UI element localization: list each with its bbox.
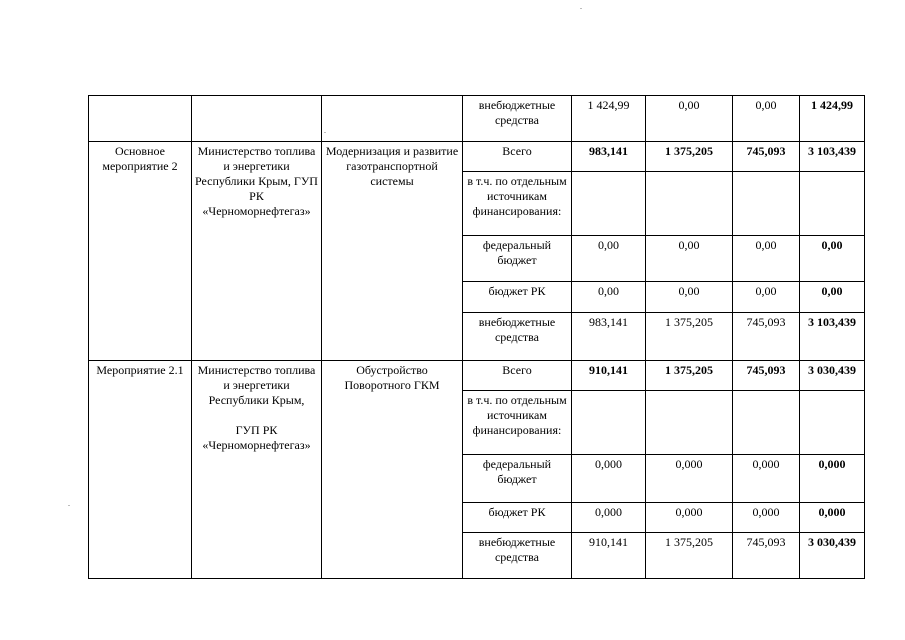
executor-line: ГУП РК «Черноморнефтегаз»: [202, 423, 311, 452]
value-cell: 1 375,205: [646, 533, 733, 579]
funding-source-cell: бюджет РК: [463, 282, 572, 313]
value-cell: [733, 391, 800, 455]
value-cell: 0,00: [572, 236, 646, 282]
value-cell: 0,000: [646, 455, 733, 503]
funding-source-cell: бюджет РК: [463, 503, 572, 533]
total-cell: 3 103,439: [800, 313, 865, 361]
value-cell: 0,000: [733, 455, 800, 503]
table-row: [89, 142, 865, 172]
value-cell: 0,000: [572, 503, 646, 533]
financing-table-page: [88, 95, 865, 579]
value-cell: [572, 391, 646, 455]
value-cell: 983,141: [572, 142, 646, 172]
funding-source-cell: федеральный бюджет: [463, 455, 572, 503]
value-cell: 745,093: [733, 313, 800, 361]
value-cell: 1 424,99: [572, 96, 646, 142]
value-cell: 0,00: [646, 96, 733, 142]
value-cell: 1 375,205: [646, 313, 733, 361]
event-name-cell: Модернизация и развитие газотранспортной системы: [322, 142, 463, 361]
event-name-cell: Обустройство Поворотного ГКМ: [322, 361, 463, 579]
event-cell: Основное мероприятие 2: [89, 142, 192, 361]
executor-cell: [192, 361, 322, 579]
funding-source-cell: Всего: [463, 142, 572, 172]
financing-table: [88, 95, 865, 579]
funding-source-cell: Всего: [463, 361, 572, 391]
line-gap: [195, 408, 318, 423]
total-cell: 0,000: [800, 503, 865, 533]
empty-cell: [192, 96, 322, 142]
funding-source-cell: внебюджетные средства: [463, 96, 572, 142]
value-cell: 1 375,205: [646, 142, 733, 172]
value-cell: 910,141: [572, 533, 646, 579]
value-cell: 0,000: [733, 503, 800, 533]
funding-source-cell: федеральный бюджет: [463, 236, 572, 282]
total-cell: 1 424,99: [800, 96, 865, 142]
total-cell: 0,000: [800, 455, 865, 503]
funding-source-cell: в т.ч. по отдельным источникам финансирования:: [463, 172, 572, 236]
value-cell: 0,00: [646, 282, 733, 313]
value-cell: [572, 172, 646, 236]
value-cell: 0,00: [733, 96, 800, 142]
value-cell: [733, 172, 800, 236]
table-row: [89, 361, 865, 391]
empty-cell: [322, 96, 463, 142]
value-cell: [646, 172, 733, 236]
value-cell: 1 375,205: [646, 361, 733, 391]
value-cell: 0,00: [572, 282, 646, 313]
funding-source-cell: внебюджетные средства: [463, 313, 572, 361]
total-cell: [800, 391, 865, 455]
value-cell: 0,000: [572, 455, 646, 503]
value-cell: 745,093: [733, 142, 800, 172]
funding-source-cell: в т.ч. по отдельным источникам финансирования:: [463, 391, 572, 455]
value-cell: 983,141: [572, 313, 646, 361]
total-cell: 3 030,439: [800, 361, 865, 391]
value-cell: 0,00: [733, 282, 800, 313]
scan-speck: [580, 8, 582, 9]
total-cell: 3 030,439: [800, 533, 865, 579]
empty-cell: [89, 96, 192, 142]
value-cell: [646, 391, 733, 455]
value-cell: 910,141: [572, 361, 646, 391]
event-cell: Мероприятие 2.1: [89, 361, 192, 579]
total-cell: 0,00: [800, 282, 865, 313]
funding-source-cell: внебюджетные средства: [463, 533, 572, 579]
value-cell: 0,00: [733, 236, 800, 282]
total-cell: [800, 172, 865, 236]
total-cell: 3 103,439: [800, 142, 865, 172]
executor-cell: Министерство топлива и энергетики Республики Крым, ГУП РК «Черноморнефтегаз»: [192, 142, 322, 361]
value-cell: 745,093: [733, 533, 800, 579]
executor-line: Министерство топлива и энергетики Республики Крым,: [197, 363, 316, 407]
total-cell: 0,00: [800, 236, 865, 282]
scan-speck: [68, 505, 70, 506]
value-cell: 0,000: [646, 503, 733, 533]
value-cell: 0,00: [646, 236, 733, 282]
value-cell: 745,093: [733, 361, 800, 391]
table-row: [89, 96, 865, 142]
